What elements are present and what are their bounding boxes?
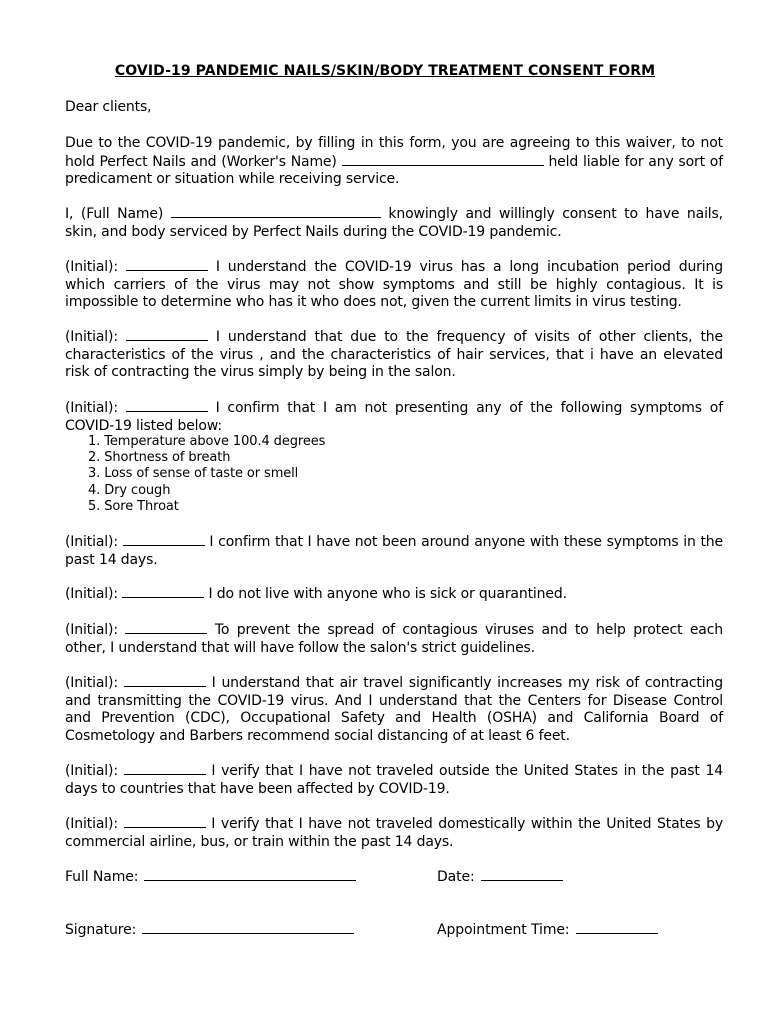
form-title: COVID-19 PANDEMIC NAILS/SKIN/BODY TREATMENT CONSENT FORM (114, 63, 656, 79)
statement-intl-travel (65, 762, 723, 798)
consent-text-2: knowingly and willingly consent to have nails, skin, and body serviced by Perfect Nails during the COVID-19 pandemic. (65, 206, 723, 240)
appointment-time-input-line[interactable] (576, 921, 658, 934)
symptoms-list (88, 434, 325, 515)
date-label: Date: (437, 869, 475, 885)
initial-label: (Initial): (65, 675, 118, 691)
initial-blank[interactable] (126, 258, 208, 271)
initial-blank[interactable] (125, 621, 207, 634)
signature-label: Signature: (65, 922, 137, 938)
statement-text: I confirm that I am not presenting any of the following symptoms of COVID-19 listed below: (65, 400, 723, 434)
consent-text-1: I, (Full Name) (65, 206, 164, 222)
full-name-input-line[interactable] (144, 868, 356, 881)
initial-blank[interactable] (123, 533, 205, 546)
date-input-line[interactable] (481, 868, 563, 881)
list-item: 3. Loss of sense of taste or smell (88, 466, 299, 482)
signature-input-line[interactable] (142, 921, 354, 934)
statement-text: I understand that air travel significantly increases my risk of contracting and transmitting the COVID-19 virus. And I understand that the Centers for Disease Control and Prevention (CDC), Occupational Safety and Health (OSHA) and California Board of Cosmetology and Barbers recommend social distancing of at least 6 feet. (65, 675, 723, 744)
intro-text-1: Due to the COVID-19 pandemic, by filling in this form, you are agreeing to this waiver, to not hold Perfect Nails and (Worker's Name) (65, 135, 723, 170)
list-item: 5. Sore Throat (88, 498, 179, 514)
statement-text: I understand that due to the frequency of visits of other clients, the characteristics of the virus , and the characteristics of hair services, that i have an elevated risk of contracting the virus simply by being in the salon. (65, 329, 723, 380)
initial-label: (Initial): (65, 534, 118, 550)
intro-paragraph (65, 135, 723, 189)
initial-label: (Initial): (65, 329, 118, 345)
statement-text: I do not live with anyone who is sick or quarantined. (208, 586, 567, 602)
full-name-blank[interactable] (171, 205, 381, 218)
initial-blank[interactable] (122, 585, 204, 598)
consent-paragraph (65, 205, 723, 241)
appointment-time-label: Appointment Time: (437, 922, 570, 938)
statement-text: I confirm that I have not been around anyone with these symptoms in the past 14 days. (65, 534, 723, 568)
initial-blank[interactable] (124, 674, 206, 687)
initial-label: (Initial): (65, 816, 118, 832)
initial-label: (Initial): (65, 259, 118, 275)
date-field (437, 868, 563, 885)
statement-text: I verify that I have not traveled outside the United States in the past 14 days to countries that have been affected by COVID-19. (65, 763, 723, 797)
statement-air-travel (65, 674, 723, 745)
full-name-label: Full Name: (65, 869, 139, 885)
signature-field (65, 921, 354, 938)
statement-contact (65, 533, 723, 569)
intro-text-2: held liable for any sort of predicament or situation while receiving service. (65, 153, 723, 187)
statement-risk (65, 328, 723, 382)
initial-label: (Initial): (65, 586, 118, 602)
list-item: 4. Dry cough (88, 482, 171, 498)
initial-blank[interactable] (126, 328, 208, 341)
statement-text: I verify that I have not traveled domestically within the United States by commercial airline, bus, or train within the past 14 days. (65, 816, 723, 850)
statement-guidelines (65, 621, 723, 657)
worker-name-blank[interactable] (342, 153, 544, 166)
list-item: 1. Temperature above 100.4 degrees (88, 434, 326, 449)
initial-label: (Initial): (65, 622, 118, 638)
statement-incubation (65, 258, 723, 312)
list-item: 2. Shortness of breath (88, 450, 231, 466)
greeting: Dear clients, (65, 99, 152, 115)
statement-symptoms (65, 399, 723, 435)
initial-label: (Initial): (65, 400, 118, 416)
initial-blank[interactable] (126, 399, 208, 412)
initial-label: (Initial): (65, 763, 118, 779)
statement-dom-travel (65, 815, 723, 851)
initial-blank[interactable] (124, 762, 206, 775)
initial-blank[interactable] (124, 815, 206, 828)
statement-text: To prevent the spread of contagious viruses and to help protect each other, I understand that will have follow the salon's strict guidelines. (65, 622, 723, 656)
statement-household (65, 585, 723, 604)
appointment-time-field (437, 921, 658, 938)
full-name-field (65, 868, 356, 885)
statement-text: I understand the COVID-19 virus has a long incubation period during which carriers of the virus may not show symptoms and still be highly contagious. It is impossible to determine who has it who does not, given the current limits in virus testing. (65, 259, 723, 310)
